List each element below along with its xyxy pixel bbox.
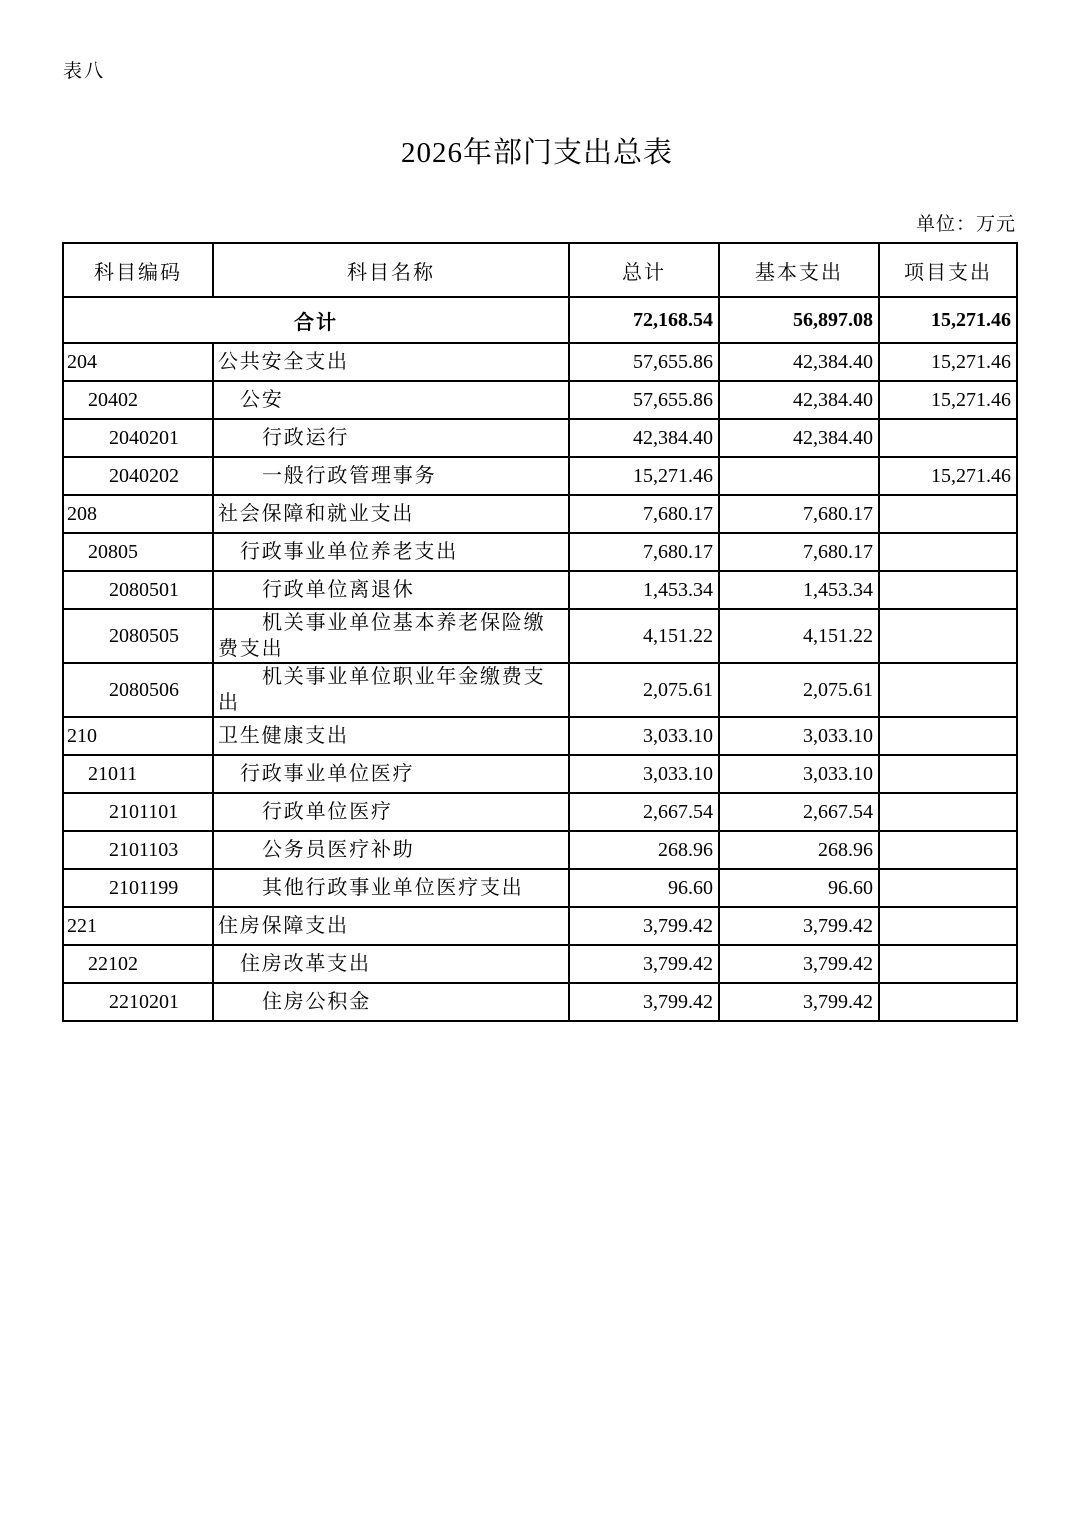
subject-code-cell: 21011 [63, 755, 213, 793]
subject-name-cell: 住房改革支出 [213, 945, 569, 983]
subject-name-cell: 行政单位医疗 [213, 793, 569, 831]
project-expense-cell [879, 945, 1017, 983]
subject-name-cell: 机关事业单位基本养老保险缴费支出 [213, 609, 569, 663]
basic-expense-cell [719, 457, 879, 495]
total-cell: 42,384.40 [569, 419, 719, 457]
table-row [63, 831, 1017, 869]
table-row [63, 869, 1017, 907]
table-row [63, 381, 1017, 419]
col-header-subject-name: 科目名称 [213, 243, 569, 297]
project-expense-cell [879, 907, 1017, 945]
basic-expense-cell: 56,897.08 [719, 297, 879, 343]
total-cell: 268.96 [569, 831, 719, 869]
table-row [63, 907, 1017, 945]
total-cell: 7,680.17 [569, 533, 719, 571]
basic-expense-cell: 42,384.40 [719, 419, 879, 457]
project-expense-cell: 15,271.46 [879, 297, 1017, 343]
page-title: 2026年部门支出总表 [400, 137, 673, 169]
total-cell: 1,453.34 [569, 571, 719, 609]
subject-name-cell: 行政事业单位医疗 [213, 755, 569, 793]
project-expense-cell [879, 831, 1017, 869]
col-header-basic-expense: 基本支出 [719, 243, 879, 297]
project-expense-cell [879, 609, 1017, 663]
basic-expense-cell: 3,033.10 [719, 755, 879, 793]
total-cell: 2,075.61 [569, 663, 719, 717]
table-row [63, 755, 1017, 793]
total-label-cell: 合计 [63, 297, 569, 343]
basic-expense-cell: 3,033.10 [719, 717, 879, 755]
total-cell: 3,033.10 [569, 755, 719, 793]
basic-expense-cell: 96.60 [719, 869, 879, 907]
subject-code-cell: 2040201 [63, 419, 213, 457]
subject-code-cell: 2040202 [63, 457, 213, 495]
table-row [63, 793, 1017, 831]
total-row [63, 297, 1017, 343]
basic-expense-cell: 7,680.17 [719, 533, 879, 571]
project-expense-cell [879, 793, 1017, 831]
subject-code-cell: 22102 [63, 945, 213, 983]
subject-name-cell: 机关事业单位职业年金缴费支出 [213, 663, 569, 717]
subject-code-cell: 204 [63, 343, 213, 381]
subject-name-cell: 行政单位离退休 [213, 571, 569, 609]
project-expense-cell [879, 419, 1017, 457]
col-header-project-expense: 项目支出 [879, 243, 1017, 297]
total-cell: 7,680.17 [569, 495, 719, 533]
project-expense-cell: 15,271.46 [879, 457, 1017, 495]
expenditure-table [62, 242, 1018, 1022]
table-row [63, 609, 1017, 663]
subject-code-cell: 210 [63, 717, 213, 755]
table-body [63, 297, 1017, 1021]
project-expense-cell [879, 571, 1017, 609]
subject-code-cell: 2080506 [63, 663, 213, 717]
total-cell: 3,799.42 [569, 945, 719, 983]
basic-expense-cell: 2,667.54 [719, 793, 879, 831]
subject-name-cell: 其他行政事业单位医疗支出 [213, 869, 569, 907]
total-cell: 15,271.46 [569, 457, 719, 495]
table-row [63, 945, 1017, 983]
basic-expense-cell: 3,799.42 [719, 907, 879, 945]
table-row [63, 495, 1017, 533]
col-header-total: 总计 [569, 243, 719, 297]
unit-label: 单位：万元 [915, 214, 1016, 235]
basic-expense-cell: 42,384.40 [719, 343, 879, 381]
total-cell: 4,151.22 [569, 609, 719, 663]
basic-expense-cell: 3,799.42 [719, 945, 879, 983]
subject-code-cell: 2101199 [63, 869, 213, 907]
subject-code-cell: 2080501 [63, 571, 213, 609]
basic-expense-cell: 42,384.40 [719, 381, 879, 419]
subject-name-cell: 行政事业单位养老支出 [213, 533, 569, 571]
table-row [63, 663, 1017, 717]
total-cell: 3,799.42 [569, 983, 719, 1021]
subject-name-cell: 公务员医疗补助 [213, 831, 569, 869]
subject-name-cell: 社会保障和就业支出 [213, 495, 569, 533]
basic-expense-cell: 2,075.61 [719, 663, 879, 717]
project-expense-cell [879, 983, 1017, 1021]
project-expense-cell [879, 533, 1017, 571]
subject-code-cell: 2101103 [63, 831, 213, 869]
project-expense-cell [879, 717, 1017, 755]
total-cell: 57,655.86 [569, 381, 719, 419]
basic-expense-cell: 268.96 [719, 831, 879, 869]
subject-name-cell: 住房公积金 [213, 983, 569, 1021]
basic-expense-cell: 7,680.17 [719, 495, 879, 533]
total-cell: 96.60 [569, 869, 719, 907]
subject-name-cell: 公共安全支出 [213, 343, 569, 381]
subject-name-cell: 卫生健康支出 [213, 717, 569, 755]
subject-name-cell: 一般行政管理事务 [213, 457, 569, 495]
basic-expense-cell: 3,799.42 [719, 983, 879, 1021]
basic-expense-cell: 4,151.22 [719, 609, 879, 663]
project-expense-cell [879, 663, 1017, 717]
table-row [63, 343, 1017, 381]
project-expense-cell [879, 869, 1017, 907]
header-row [63, 243, 1017, 297]
subject-code-cell: 2080505 [63, 609, 213, 663]
subject-code-cell: 221 [63, 907, 213, 945]
total-cell: 72,168.54 [569, 297, 719, 343]
table-row [63, 983, 1017, 1021]
project-expense-cell [879, 755, 1017, 793]
subject-name-cell: 公安 [213, 381, 569, 419]
table-row [63, 717, 1017, 755]
subject-code-cell: 2210201 [63, 983, 213, 1021]
basic-expense-cell: 1,453.34 [719, 571, 879, 609]
subject-code-cell: 2101101 [63, 793, 213, 831]
col-header-subject-code: 科目编码 [63, 243, 213, 297]
subject-code-cell: 20805 [63, 533, 213, 571]
table-row [63, 419, 1017, 457]
subject-name-cell: 住房保障支出 [213, 907, 569, 945]
table-row [63, 571, 1017, 609]
project-expense-cell: 15,271.46 [879, 343, 1017, 381]
project-expense-cell [879, 495, 1017, 533]
total-cell: 3,033.10 [569, 717, 719, 755]
total-cell: 3,799.42 [569, 907, 719, 945]
subject-name-cell: 行政运行 [213, 419, 569, 457]
table-index-label: 表八 [63, 61, 106, 82]
total-cell: 2,667.54 [569, 793, 719, 831]
table-row [63, 533, 1017, 571]
total-cell: 57,655.86 [569, 343, 719, 381]
table-row [63, 457, 1017, 495]
subject-code-cell: 20402 [63, 381, 213, 419]
subject-code-cell: 208 [63, 495, 213, 533]
project-expense-cell: 15,271.46 [879, 381, 1017, 419]
